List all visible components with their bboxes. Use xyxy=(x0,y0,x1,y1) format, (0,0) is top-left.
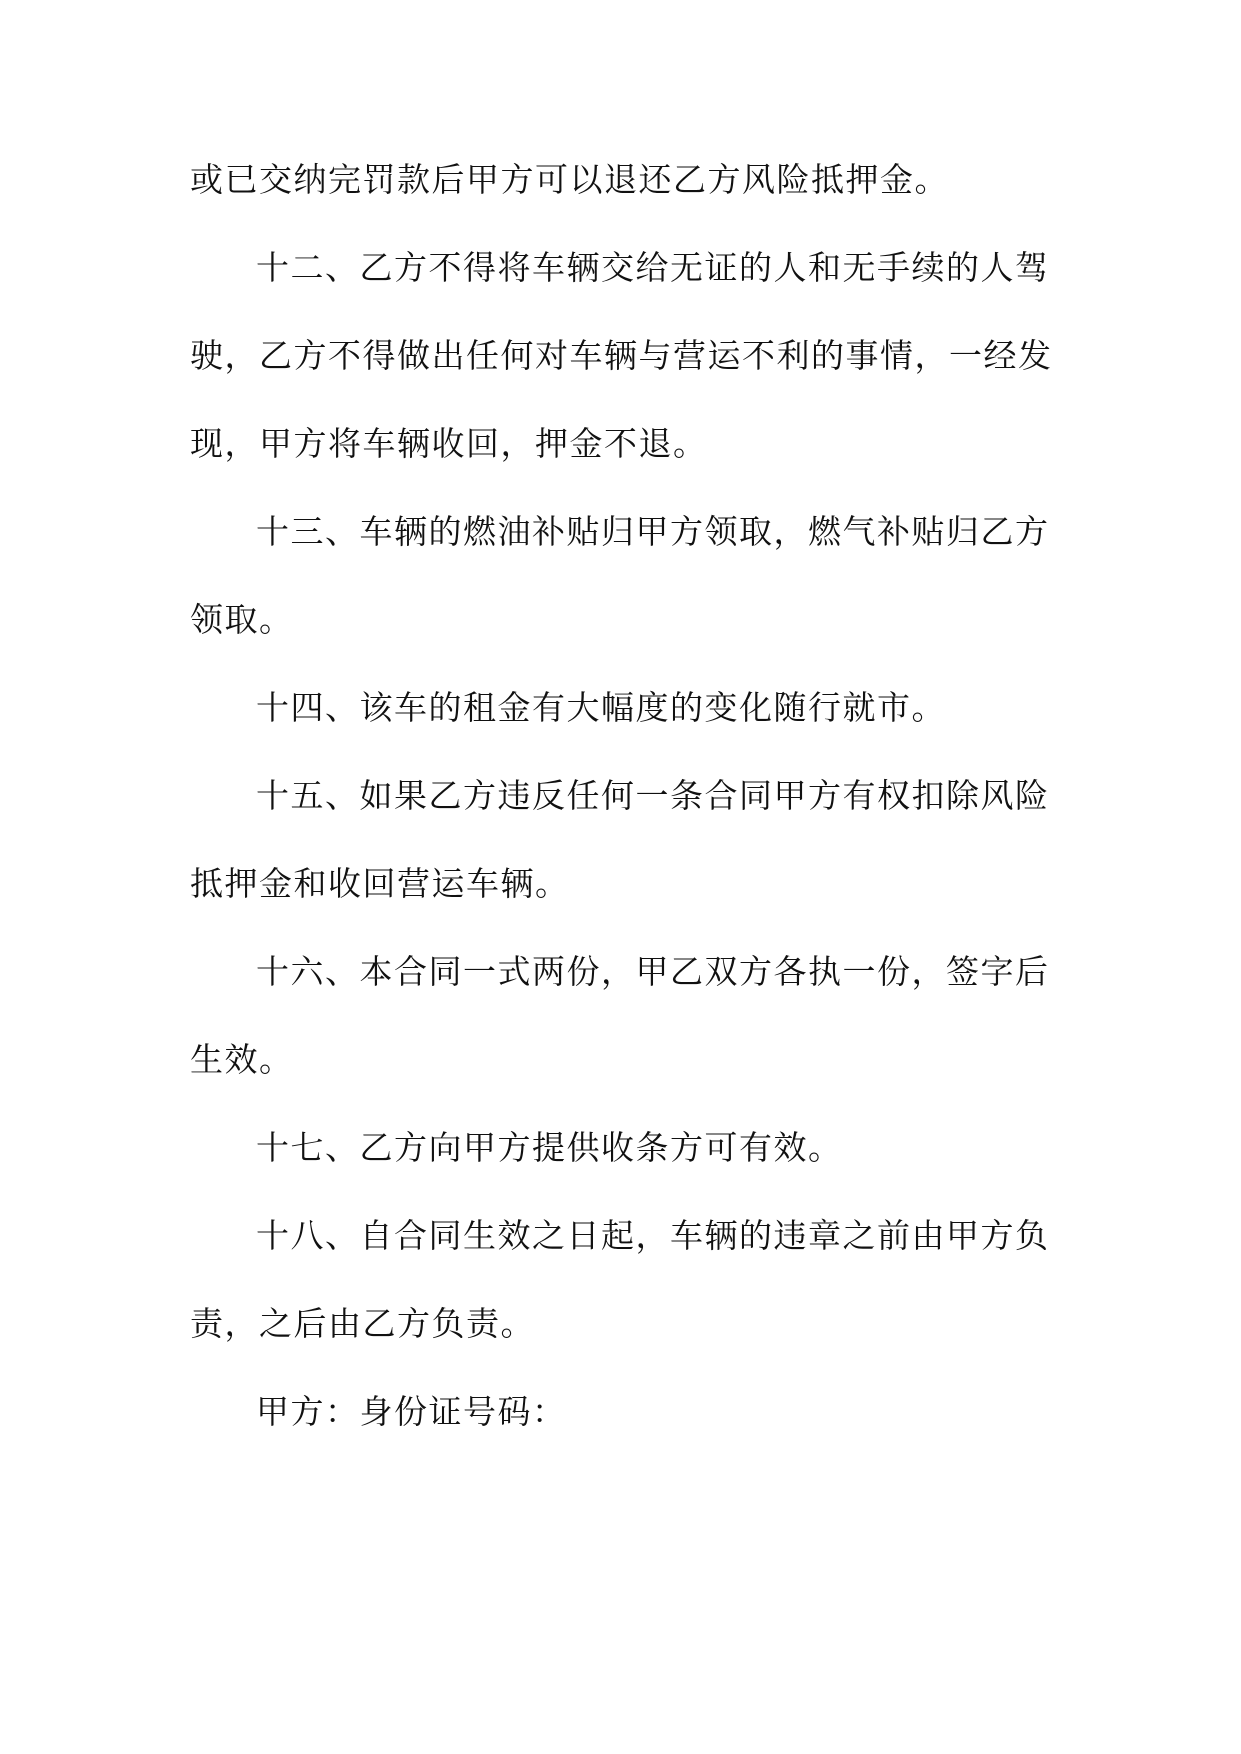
text-line: 十六、本合同一式两份，甲乙双方各执一份，签字后 xyxy=(256,952,1050,991)
text-line: 十三、车辆的燃油补贴归甲方领取，燃气补贴归乙方 xyxy=(256,512,1050,551)
text-line: 生效。 xyxy=(190,1040,294,1079)
text-line: 十二、乙方不得将车辆交给无证的人和无手续的人驾 xyxy=(256,248,1050,287)
text-line: 甲方：身份证号码： xyxy=(256,1392,567,1431)
text-line: 抵押金和收回营运车辆。 xyxy=(190,864,570,903)
text-line: 责，之后由乙方负责。 xyxy=(190,1304,535,1343)
text-line: 驶，乙方不得做出任何对车辆与营运不利的事情，一经发 xyxy=(190,336,1053,375)
text-line: 或已交纳完罚款后甲方可以退还乙方风险抵押金。 xyxy=(190,160,949,199)
text-line: 十七、乙方向甲方提供收条方可有效。 xyxy=(256,1128,843,1167)
text-line: 十四、该车的租金有大幅度的变化随行就市。 xyxy=(256,688,946,727)
text-line: 现，甲方将车辆收回，押金不退。 xyxy=(190,424,708,463)
text-line: 领取。 xyxy=(190,600,294,639)
text-line: 十八、自合同生效之日起，车辆的违章之前由甲方负 xyxy=(256,1216,1050,1255)
text-line: 十五、如果乙方违反任何一条合同甲方有权扣除风险 xyxy=(256,776,1050,815)
